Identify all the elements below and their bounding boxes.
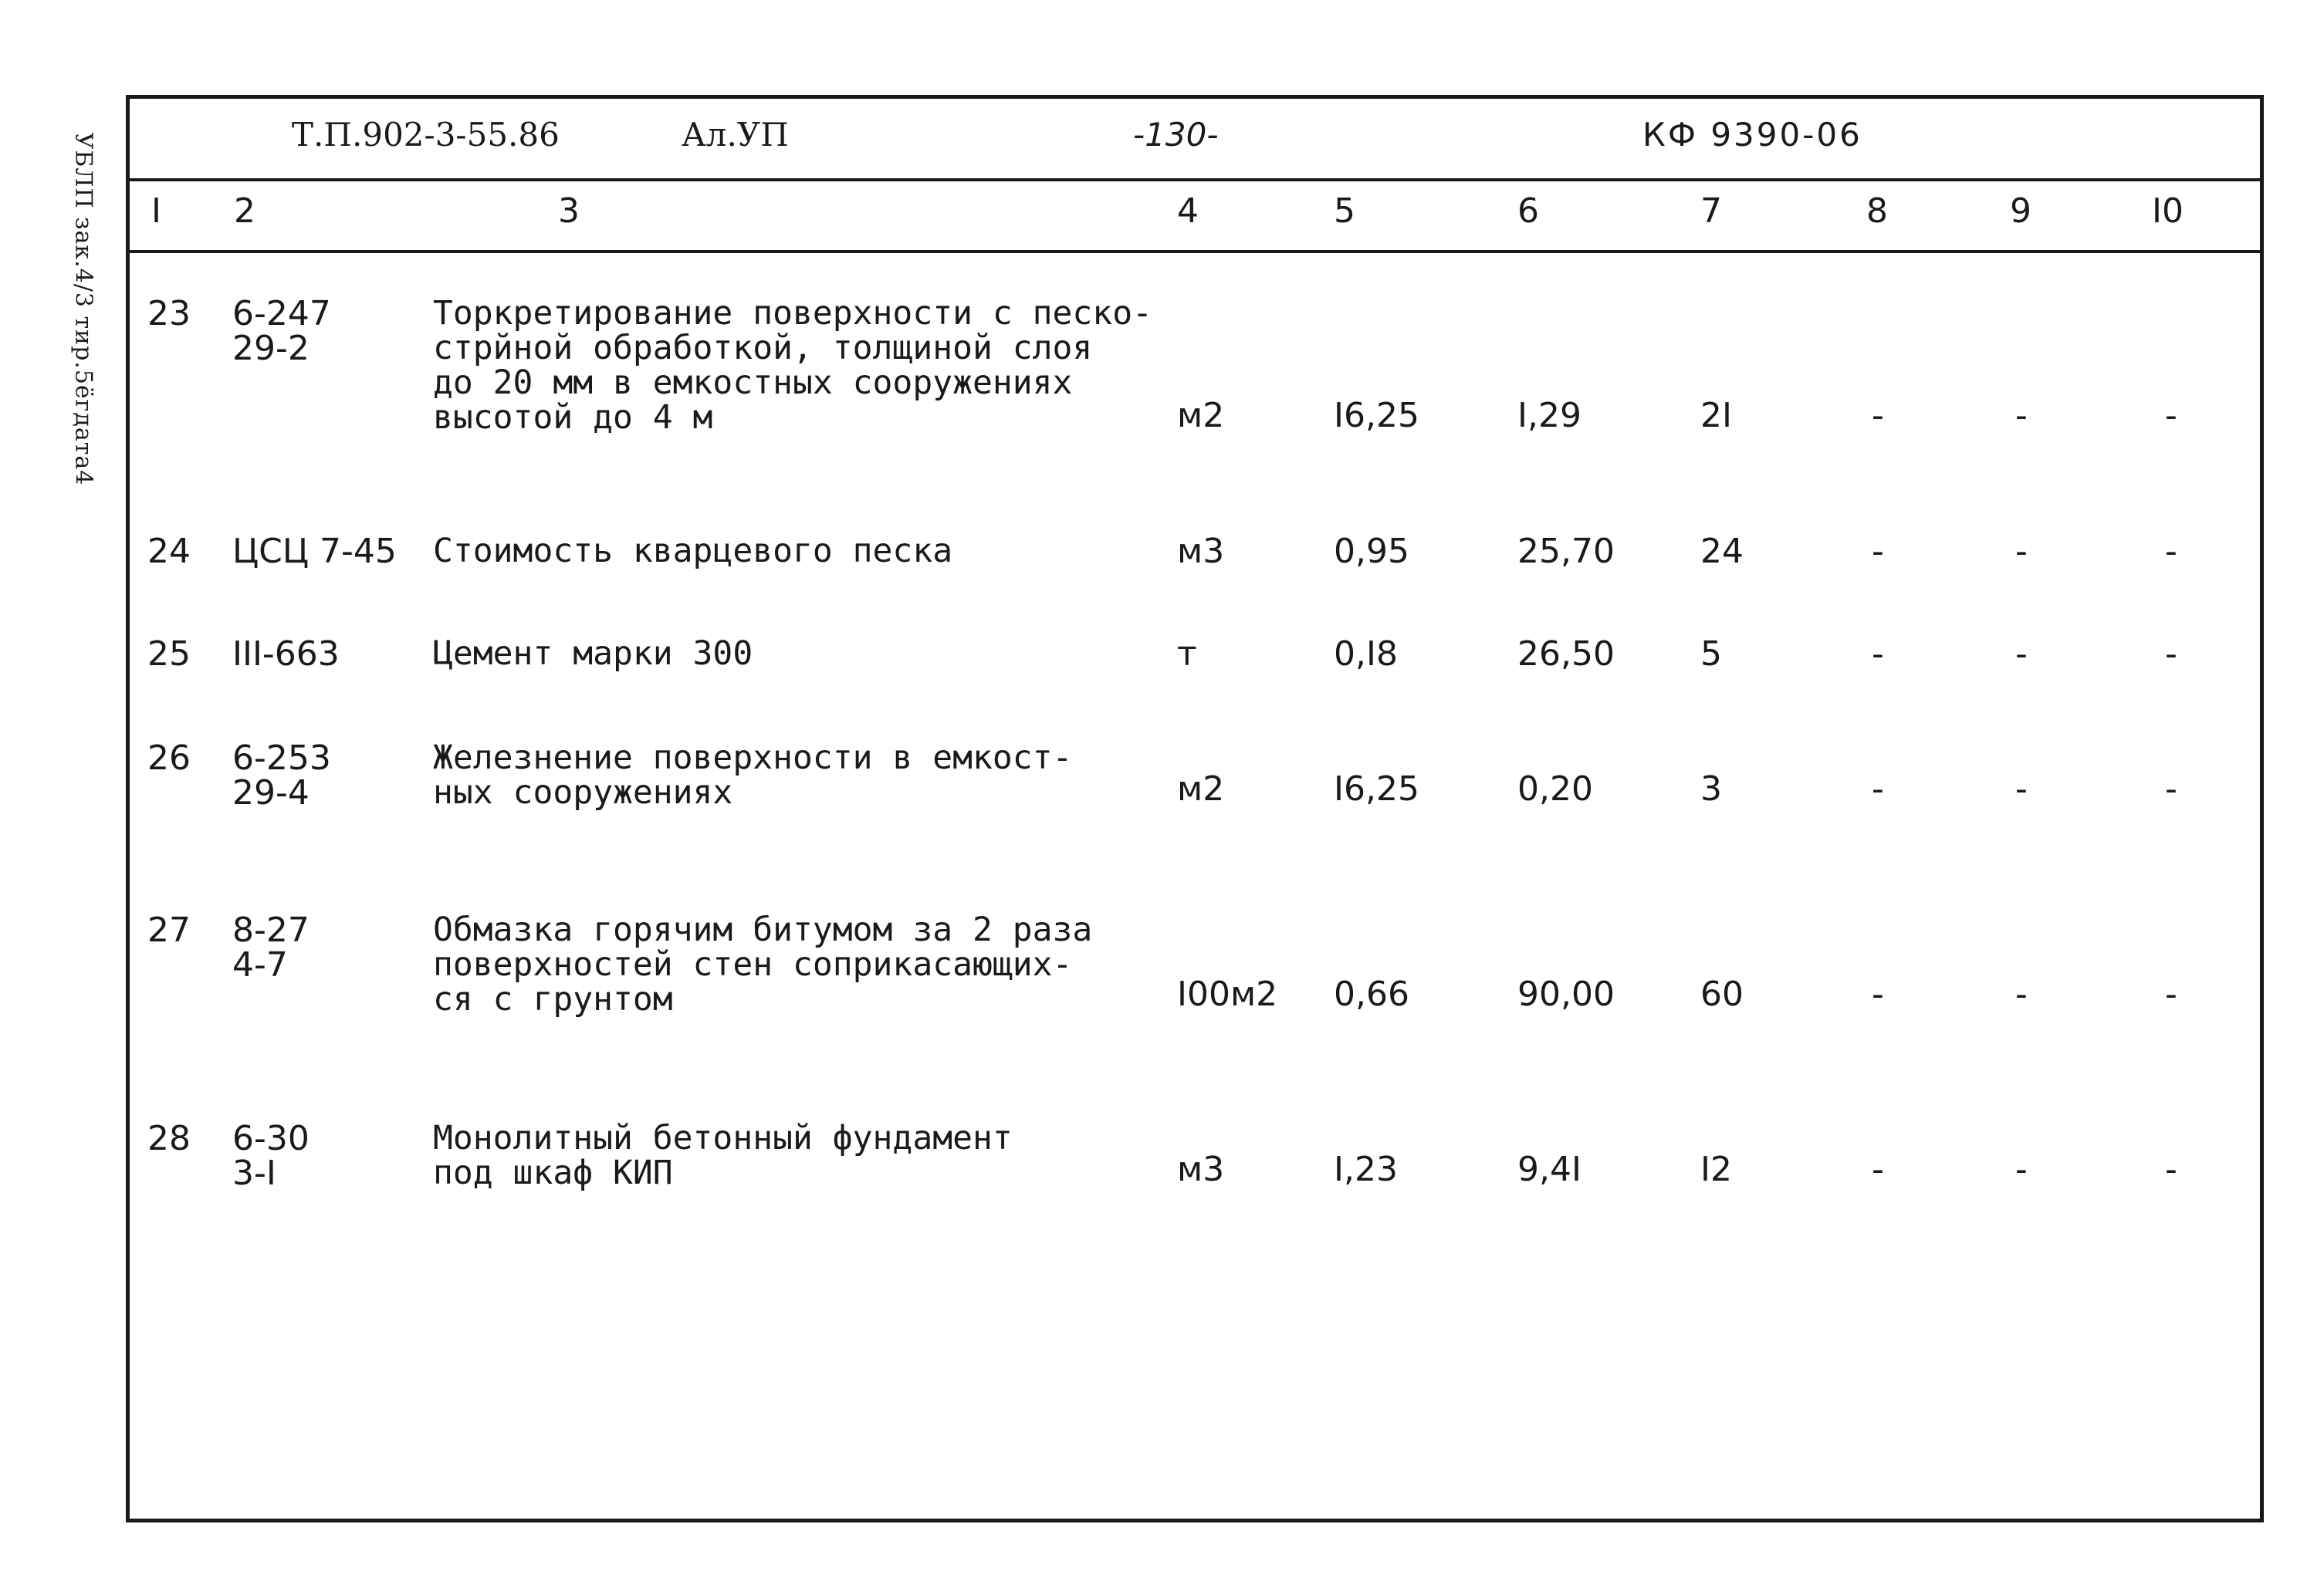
unit: т xyxy=(1177,634,1197,674)
quantity: 0,66 xyxy=(1334,975,1409,1014)
column-9-value: - xyxy=(2015,634,2028,674)
row-number: 26 xyxy=(147,738,191,778)
column-10-value: - xyxy=(2165,634,2177,674)
rate-code: ЦСЦ 7-45 xyxy=(232,532,397,571)
unit: м2 xyxy=(1177,769,1225,809)
column-number-3: 3 xyxy=(558,191,580,231)
reference-code: КФ 9390-06 xyxy=(1642,116,1862,154)
unit: м3 xyxy=(1177,1150,1225,1189)
work-description: Обмазка горячим битумом за 2 раза поверхностей стен соприкасающих- ся с грунтом xyxy=(433,911,1093,1019)
side-stamp xyxy=(60,108,107,509)
unit-price: 9,4I xyxy=(1517,1150,1581,1189)
row-number: 23 xyxy=(147,294,191,333)
quantity: I6,25 xyxy=(1334,396,1419,435)
quantity: I,23 xyxy=(1334,1150,1398,1189)
column-9-value: - xyxy=(2015,396,2028,435)
total-cost: 24 xyxy=(1700,532,1744,571)
album-number: Ал.УП xyxy=(682,116,789,154)
estimate-sheet xyxy=(126,95,2264,1522)
rate-code: 6-30 3-I xyxy=(232,1119,310,1193)
row-number: 24 xyxy=(147,532,191,571)
column-8-value: - xyxy=(1872,1150,1884,1189)
rate-code: III-663 xyxy=(232,634,340,674)
column-9-value: - xyxy=(2015,975,2028,1014)
column-10-value: - xyxy=(2165,1150,2177,1189)
total-cost: 5 xyxy=(1700,634,1722,674)
column-10-value: - xyxy=(2165,532,2177,571)
rate-code: 6-253 29-4 xyxy=(232,738,331,813)
header-divider xyxy=(130,178,2260,181)
column-number-9: 9 xyxy=(2010,191,2031,231)
total-cost: 3 xyxy=(1700,769,1722,809)
doc-code: Т.П.902-3-55.86 xyxy=(292,116,560,154)
unit-price: I,29 xyxy=(1517,396,1581,435)
total-cost: 60 xyxy=(1700,975,1744,1014)
work-description: Цемент марки 300 xyxy=(433,634,753,673)
column-8-value: - xyxy=(1872,769,1884,809)
unit-price: 0,20 xyxy=(1517,769,1593,809)
column-10-value: - xyxy=(2165,769,2177,809)
unit-price: 26,50 xyxy=(1517,634,1615,674)
column-number-2: 2 xyxy=(234,191,255,231)
column-9-value: - xyxy=(2015,769,2028,809)
column-9-value: - xyxy=(2015,532,2028,571)
total-cost: 2I xyxy=(1700,396,1732,435)
unit-price: 90,00 xyxy=(1517,975,1615,1014)
column-number-5: 5 xyxy=(1334,191,1355,231)
column-number-10: I0 xyxy=(2152,191,2184,231)
row-number: 25 xyxy=(147,634,191,674)
column-8-value: - xyxy=(1872,975,1884,1014)
unit: м3 xyxy=(1177,532,1225,571)
side-stamp-text: УБЛП зак.4/3 тир.5ёгдата4 xyxy=(69,132,97,485)
page-number: -130- xyxy=(1133,116,1219,154)
work-description: Стоимость кварцевого песка xyxy=(433,532,953,570)
work-description: Железнение поверхности в емкост- ных сооружениях xyxy=(433,738,1073,812)
unit: I00м2 xyxy=(1177,975,1278,1014)
row-number: 27 xyxy=(147,911,191,950)
column-number-6: 6 xyxy=(1517,191,1539,231)
work-description: Торкретирование поверхности с песко- стрйной обработкой, толщиной слоя до 20 мм в емкостных сооружениях высотой до 4 м xyxy=(433,294,1152,437)
column-number-7: 7 xyxy=(1700,191,1722,231)
work-description: Монолитный бетонный фундамент под шкаф КИП xyxy=(433,1119,1013,1192)
column-number-8: 8 xyxy=(1866,191,1888,231)
quantity: I6,25 xyxy=(1334,769,1419,809)
column-9-value: - xyxy=(2015,1150,2028,1189)
column-number-4: 4 xyxy=(1177,191,1199,231)
column-8-value: - xyxy=(1872,396,1884,435)
quantity: 0,95 xyxy=(1334,532,1409,571)
rate-code: 6-247 29-2 xyxy=(232,294,331,368)
column-10-value: - xyxy=(2165,975,2177,1014)
row-number: 28 xyxy=(147,1119,191,1158)
column-8-value: - xyxy=(1872,532,1884,571)
total-cost: I2 xyxy=(1700,1150,1732,1189)
column-number-1: I xyxy=(151,191,161,231)
unit: м2 xyxy=(1177,396,1225,435)
rate-code: 8-27 4-7 xyxy=(232,911,310,985)
column-8-value: - xyxy=(1872,634,1884,674)
column-header-divider xyxy=(130,250,2260,253)
unit-price: 25,70 xyxy=(1517,532,1615,571)
quantity: 0,I8 xyxy=(1334,634,1398,674)
column-10-value: - xyxy=(2165,396,2177,435)
